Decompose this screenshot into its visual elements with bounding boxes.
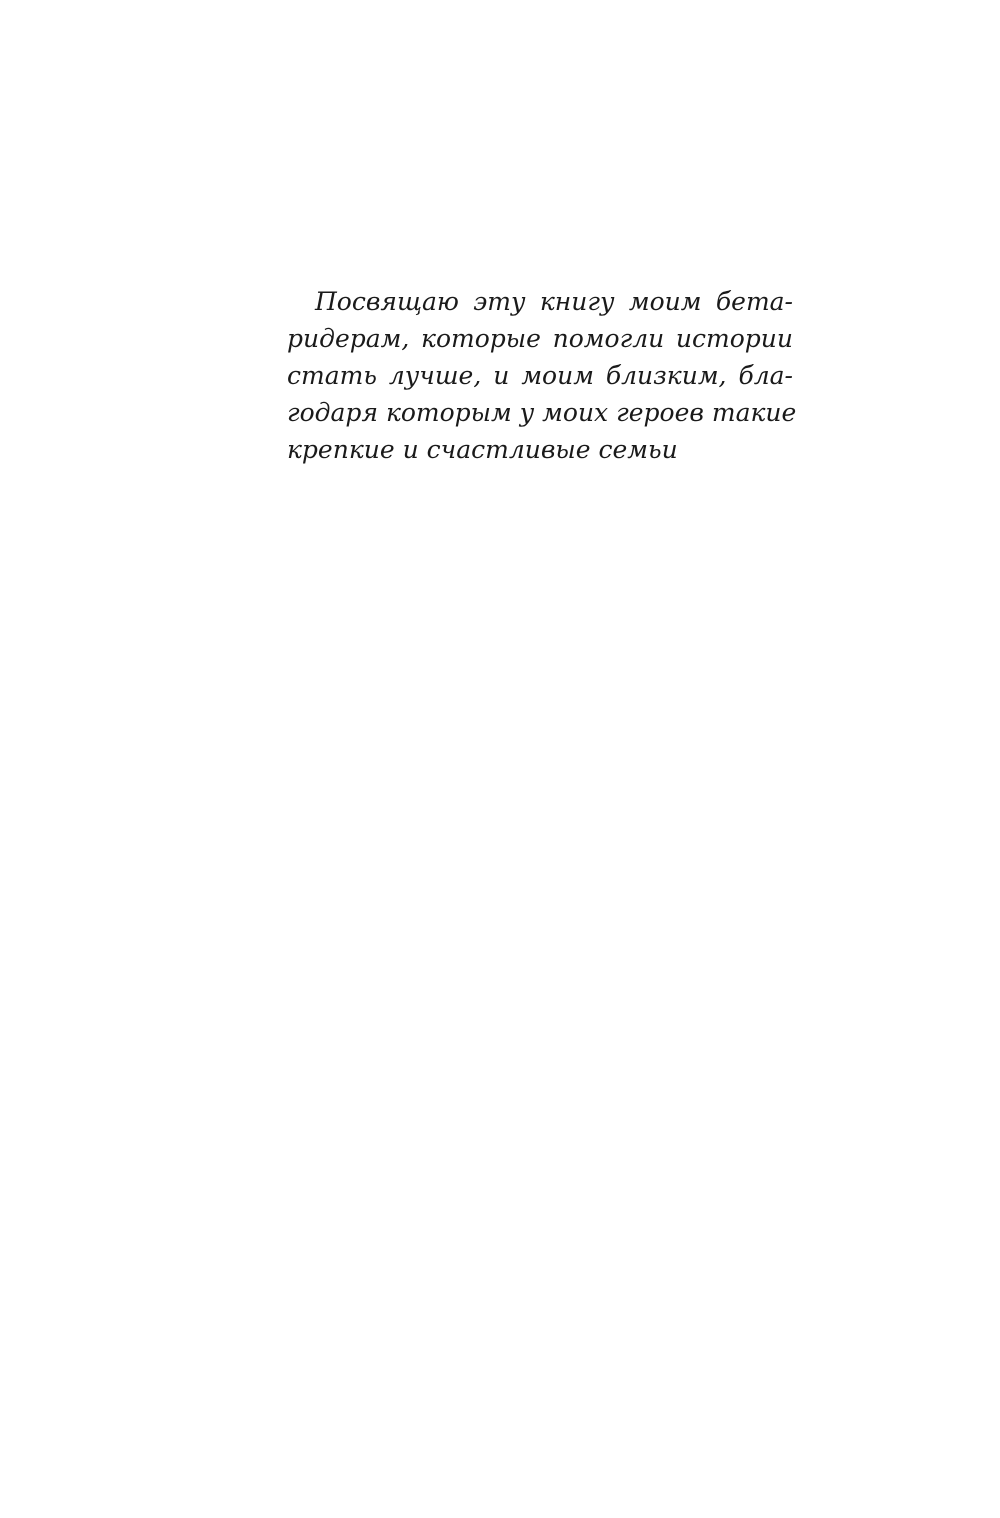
dedication-line: годаря которым у моих героев такие <box>287 398 797 427</box>
dedication-line: стать лучше, и моим близким, бла- <box>287 361 793 390</box>
dedication-line: крепкие и счастливые семьи <box>287 435 678 464</box>
dedication-paragraph <box>287 283 797 468</box>
dedication-line: Посвящаю эту книгу моим бета- <box>315 287 793 316</box>
dedication-line: ридерам, которые помогли истории <box>287 324 793 353</box>
